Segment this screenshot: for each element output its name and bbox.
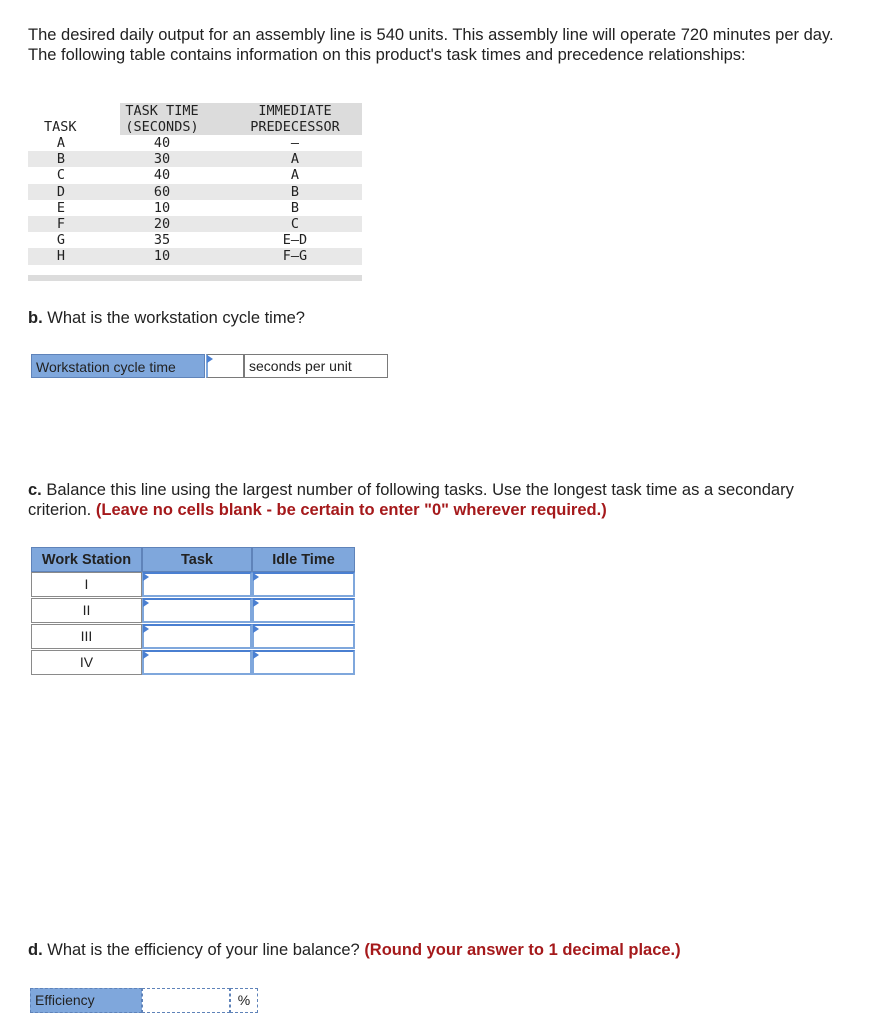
table-bottom-rule bbox=[28, 275, 362, 281]
question-d-prefix: d. bbox=[28, 941, 43, 959]
precedence-row bbox=[28, 248, 362, 264]
time-cell: 10 bbox=[153, 248, 171, 265]
task-input[interactable] bbox=[142, 598, 252, 623]
question-b bbox=[28, 309, 305, 328]
idle-time-input[interactable] bbox=[252, 572, 355, 597]
header-idle-time: Idle Time bbox=[252, 547, 355, 572]
input-marker-icon bbox=[143, 625, 149, 633]
time-cell: 40 bbox=[153, 167, 171, 184]
task-cell: B bbox=[56, 151, 66, 168]
task-cell: F bbox=[56, 216, 66, 232]
header-task-time-line1: TASK TIME bbox=[125, 103, 199, 119]
efficiency-input[interactable] bbox=[142, 988, 230, 1013]
precedence-row bbox=[28, 232, 362, 248]
efficiency-label: Efficiency bbox=[30, 988, 142, 1013]
precedence-table-header bbox=[28, 103, 362, 135]
predecessor-cell: — bbox=[290, 135, 300, 151]
idle-time-input[interactable] bbox=[252, 624, 355, 649]
precedence-row bbox=[28, 216, 362, 232]
predecessor-cell: E–D bbox=[282, 232, 308, 249]
input-marker-icon bbox=[143, 651, 149, 659]
efficiency-unit: % bbox=[230, 988, 258, 1013]
question-d-note: (Round your answer to 1 decimal place.) bbox=[364, 941, 681, 959]
idle-time-input[interactable] bbox=[252, 598, 355, 623]
station-cell: III bbox=[31, 624, 142, 649]
header-task: Task bbox=[142, 547, 252, 572]
header-work-station: Work Station bbox=[31, 547, 142, 572]
precedence-row bbox=[28, 135, 362, 151]
precedence-row bbox=[28, 184, 362, 200]
predecessor-cell: B bbox=[290, 183, 300, 200]
header-task-time-line2: (SECONDS) bbox=[125, 119, 199, 135]
input-marker-icon bbox=[253, 625, 259, 633]
question-c-prefix: c. bbox=[28, 481, 42, 499]
header-predecessor-line2: PREDECESSOR bbox=[250, 119, 340, 135]
task-input[interactable] bbox=[142, 650, 252, 675]
time-cell: 10 bbox=[153, 199, 171, 216]
task-cell: A bbox=[56, 135, 66, 151]
line-balance-table bbox=[31, 547, 355, 677]
time-cell: 20 bbox=[153, 216, 171, 232]
predecessor-cell: F–G bbox=[282, 248, 308, 265]
predecessor-cell: A bbox=[290, 151, 300, 168]
input-marker-icon bbox=[143, 599, 149, 607]
cycle-time-label: Workstation cycle time bbox=[31, 354, 205, 378]
predecessor-cell: B bbox=[290, 199, 300, 216]
input-marker-icon bbox=[253, 573, 259, 581]
time-cell: 40 bbox=[153, 135, 171, 151]
station-cell: I bbox=[31, 572, 142, 597]
header-task: TASK bbox=[44, 119, 77, 135]
station-cell: IV bbox=[31, 650, 142, 675]
predecessor-cell: C bbox=[290, 216, 300, 232]
question-c-text: Balance this line using the largest number of following tasks. Use the longest task time as a secondary criterion. bbox=[28, 481, 794, 519]
precedence-table bbox=[28, 103, 362, 283]
task-cell: E bbox=[56, 199, 66, 216]
task-input[interactable] bbox=[142, 572, 252, 597]
time-cell: 30 bbox=[153, 151, 171, 168]
predecessor-cell: A bbox=[290, 167, 300, 184]
input-marker-icon bbox=[143, 573, 149, 581]
task-input[interactable] bbox=[142, 624, 252, 649]
header-predecessor-line1: IMMEDIATE bbox=[258, 103, 332, 119]
question-c-note: (Leave no cells blank - be certain to enter "0" wherever required.) bbox=[95, 501, 607, 519]
station-cell: II bbox=[31, 598, 142, 623]
question-b-prefix: b. bbox=[28, 309, 43, 327]
time-cell: 60 bbox=[153, 183, 171, 200]
input-marker-icon bbox=[253, 599, 259, 607]
precedence-row bbox=[28, 200, 362, 216]
problem-intro: The desired daily output for an assembly line is 540 units. This assembly line will operate 720 minutes per day. The following table contains information on this product's task times and precedence relationships: bbox=[28, 26, 834, 64]
question-d-text: What is the efficiency of your line balance? bbox=[42, 941, 360, 959]
question-c bbox=[28, 480, 858, 520]
question-b-text: What is the workstation cycle time? bbox=[42, 309, 305, 327]
idle-time-input[interactable] bbox=[252, 650, 355, 675]
task-cell: G bbox=[56, 232, 66, 249]
time-cell: 35 bbox=[153, 232, 171, 249]
task-cell: D bbox=[56, 183, 66, 200]
precedence-row bbox=[28, 167, 362, 183]
task-cell: H bbox=[56, 248, 66, 265]
input-marker-icon bbox=[207, 355, 213, 363]
cycle-time-unit: seconds per unit bbox=[244, 354, 388, 378]
input-marker-icon bbox=[253, 651, 259, 659]
task-cell: C bbox=[56, 167, 66, 184]
precedence-row bbox=[28, 151, 362, 167]
question-d bbox=[28, 941, 681, 960]
